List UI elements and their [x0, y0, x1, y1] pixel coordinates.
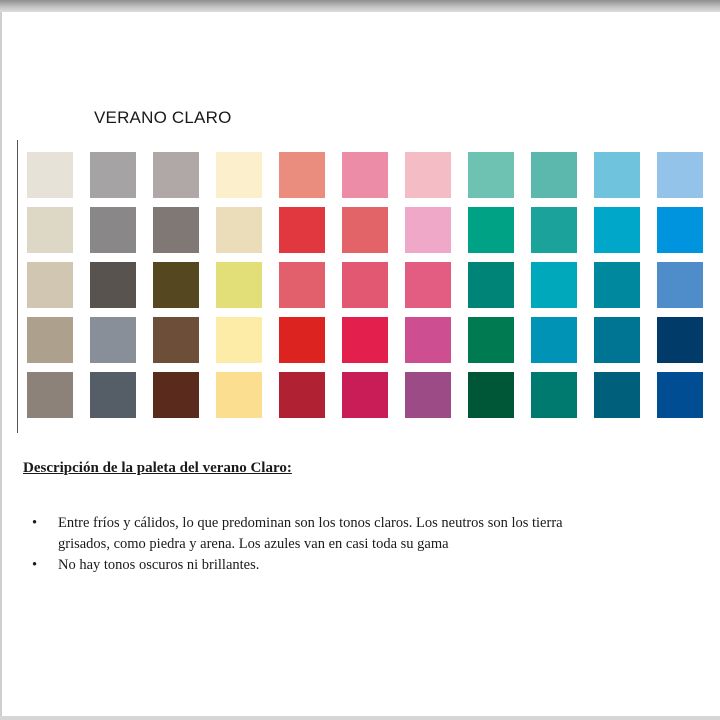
color-swatch [27, 207, 73, 253]
color-swatch [216, 152, 262, 198]
color-swatch [279, 207, 325, 253]
color-swatch [342, 152, 388, 198]
color-swatch [531, 262, 577, 308]
palette-left-rule [17, 140, 18, 433]
bullet-text-line: Entre fríos y cálidos, lo que predominan son los tonos claros. Los neutros son los tierra [58, 515, 563, 531]
color-swatch [405, 262, 451, 308]
page-bottom-edge [0, 716, 720, 720]
color-swatch [531, 207, 577, 253]
bullet-text-line: No hay tonos oscuros ni brillantes. [58, 557, 260, 573]
color-swatch [657, 317, 703, 363]
color-swatch [342, 317, 388, 363]
bullet-item [0, 555, 720, 576]
color-swatch [27, 317, 73, 363]
color-swatch [594, 152, 640, 198]
color-swatch [153, 317, 199, 363]
color-swatch [657, 207, 703, 253]
color-swatch [468, 372, 514, 418]
palette-title: VERANO CLARO [94, 108, 232, 127]
color-swatch [216, 262, 262, 308]
description-bullet-list [0, 513, 720, 576]
color-swatch [216, 372, 262, 418]
color-swatch [594, 207, 640, 253]
color-swatch [279, 317, 325, 363]
color-swatch [468, 262, 514, 308]
color-swatch-grid [27, 152, 703, 418]
color-swatch [153, 262, 199, 308]
color-swatch [153, 152, 199, 198]
color-swatch [90, 317, 136, 363]
description-heading: Descripción de la paleta del verano Claro: [23, 460, 292, 476]
color-swatch [531, 152, 577, 198]
color-swatch [405, 207, 451, 253]
color-swatch [90, 152, 136, 198]
color-swatch [279, 262, 325, 308]
color-swatch [27, 262, 73, 308]
color-swatch [90, 207, 136, 253]
color-swatch [216, 317, 262, 363]
color-swatch [468, 317, 514, 363]
color-swatch [153, 207, 199, 253]
bullet-dot: • [32, 557, 38, 573]
color-swatch [90, 372, 136, 418]
color-swatch [405, 152, 451, 198]
color-swatch [153, 372, 199, 418]
color-swatch [342, 372, 388, 418]
bullet-text-line: grisados, como piedra y arena. Los azules van en casi toda su gama [58, 536, 449, 552]
color-swatch [27, 372, 73, 418]
color-swatch [657, 152, 703, 198]
color-swatch [342, 262, 388, 308]
color-swatch [279, 152, 325, 198]
color-swatch [90, 262, 136, 308]
color-swatch [468, 207, 514, 253]
color-swatch [594, 262, 640, 308]
color-swatch [657, 372, 703, 418]
color-swatch [468, 152, 514, 198]
color-swatch [405, 317, 451, 363]
color-swatch [594, 317, 640, 363]
window-top-border [0, 0, 720, 12]
bullet-item [0, 513, 720, 555]
color-swatch [27, 152, 73, 198]
color-swatch [279, 372, 325, 418]
color-swatch [594, 372, 640, 418]
color-swatch [405, 372, 451, 418]
bullet-dot: • [32, 515, 38, 531]
color-swatch [531, 317, 577, 363]
color-swatch [216, 207, 262, 253]
color-swatch [531, 372, 577, 418]
page-left-edge [0, 12, 2, 720]
color-swatch [342, 207, 388, 253]
color-swatch [657, 262, 703, 308]
